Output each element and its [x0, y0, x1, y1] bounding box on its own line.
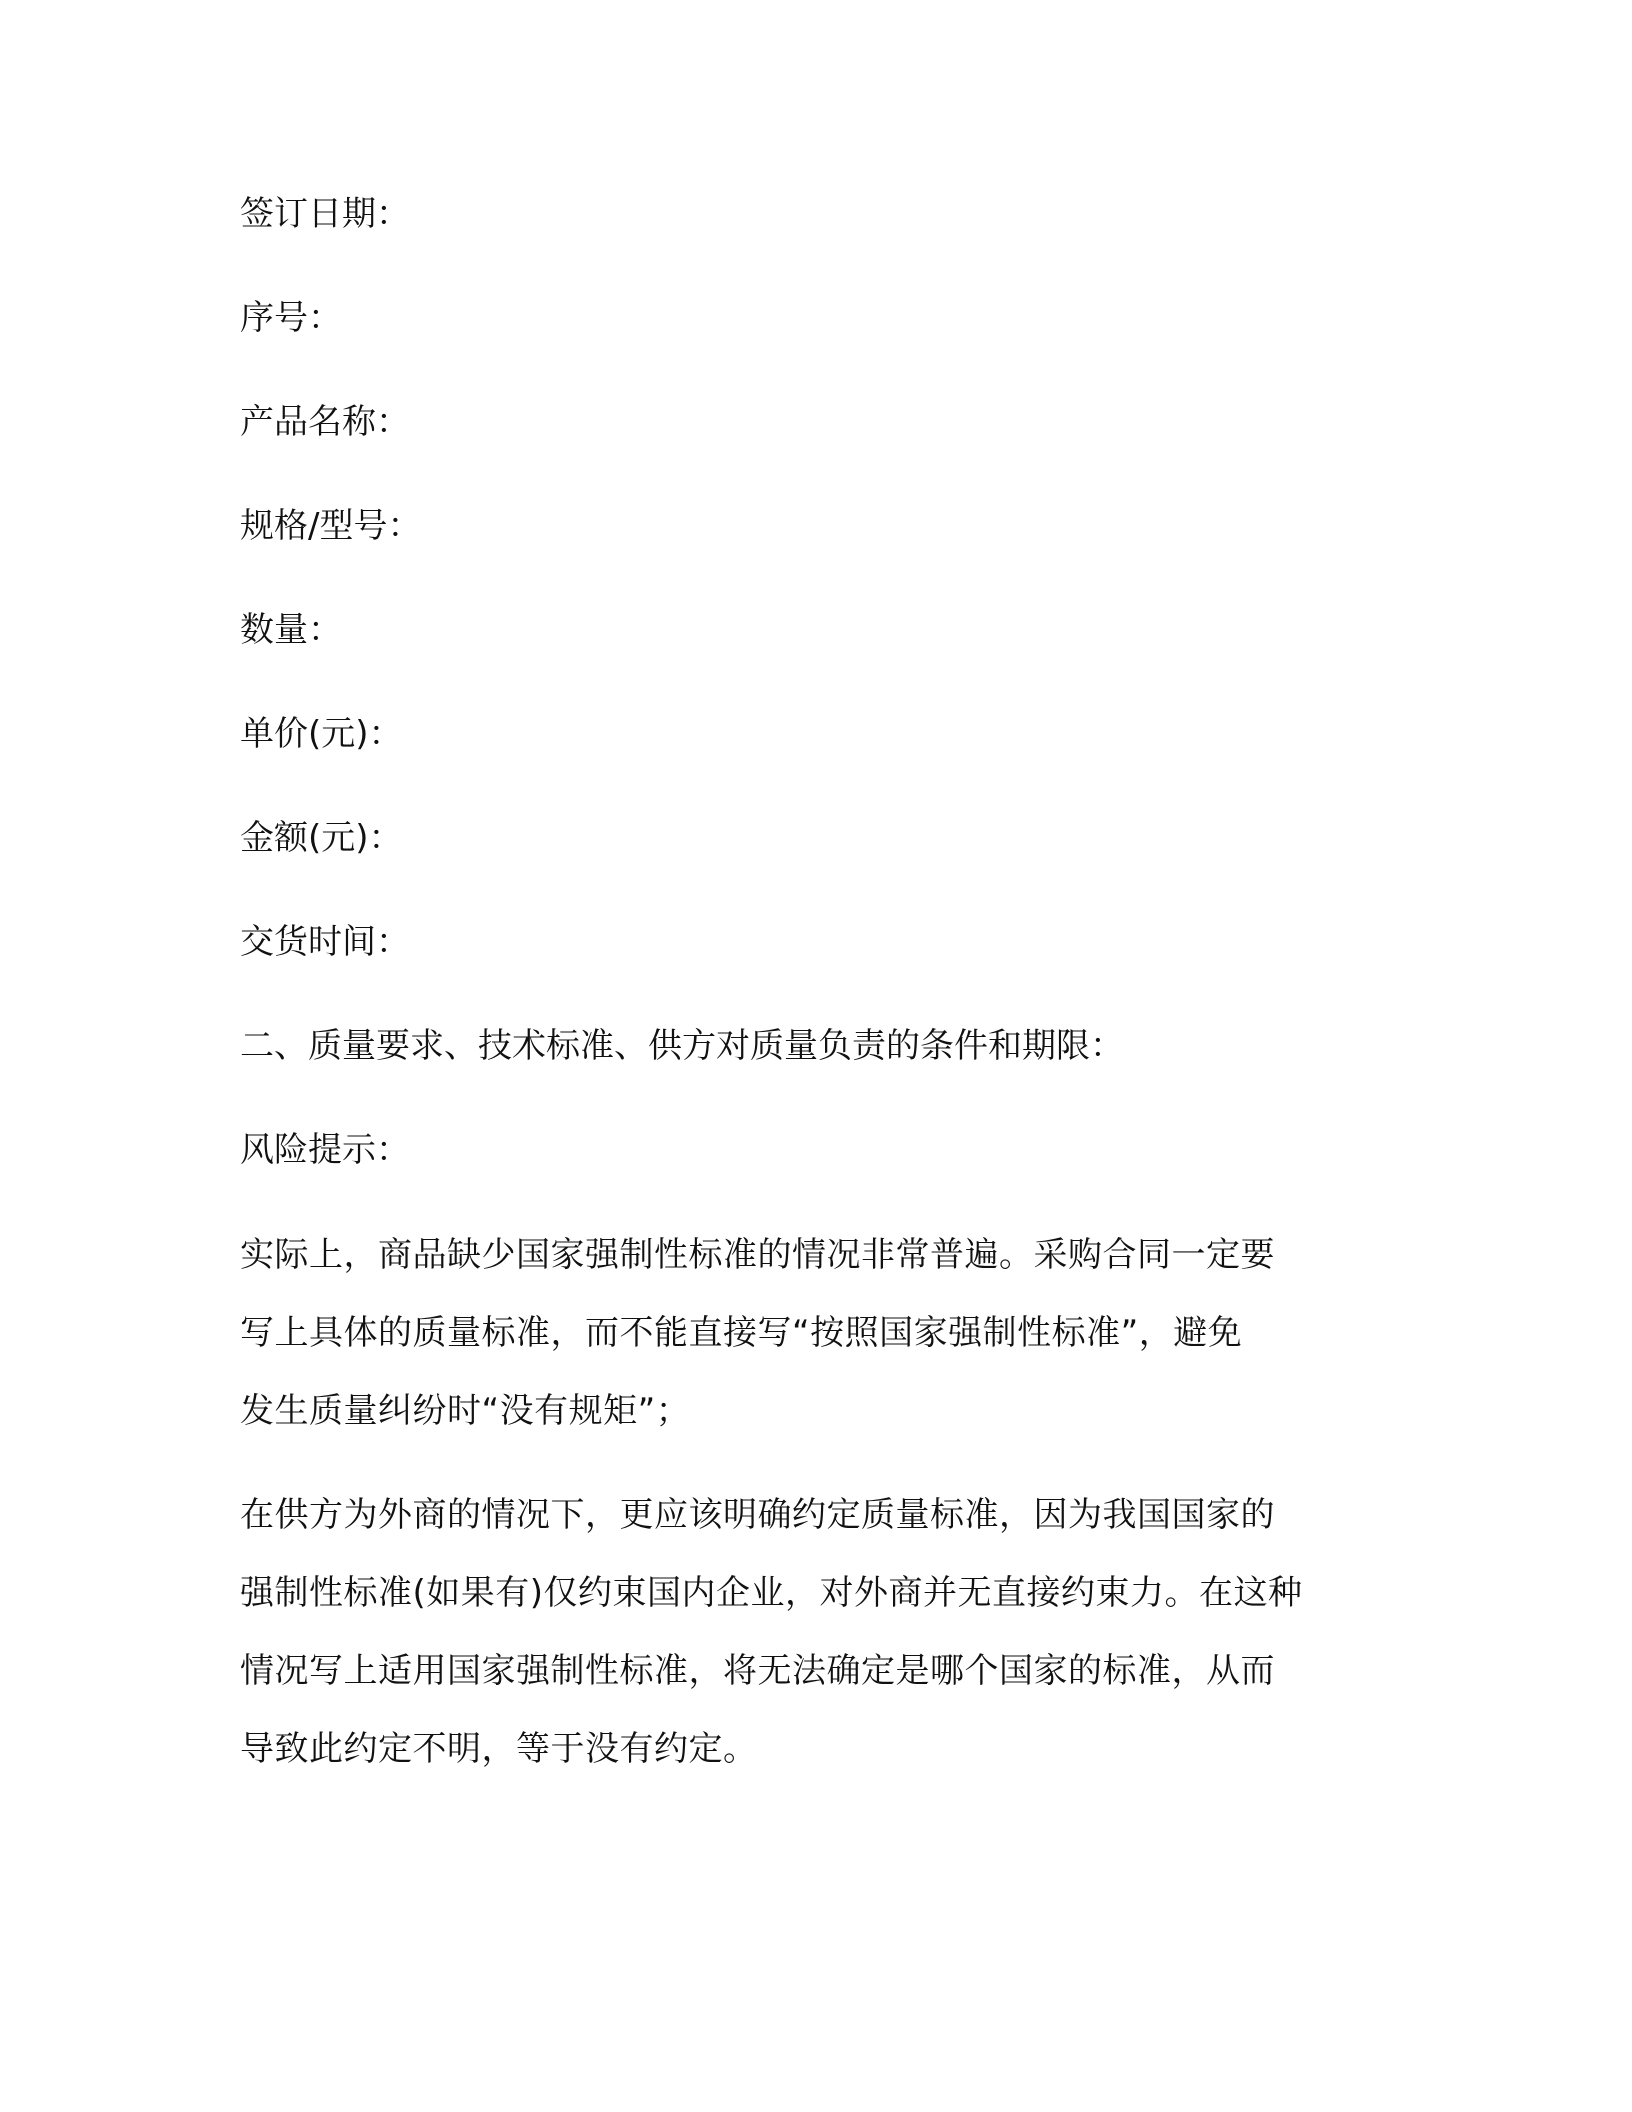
paragraph-line: 在供方为外商的情况下，更应该明确约定质量标准，因为我国国家的	[240, 1495, 1275, 1535]
field-amount: 金额(元)：	[240, 818, 403, 858]
section-heading: 二、质量要求、技术标准、供方对质量负责的条件和期限：	[240, 1026, 1124, 1066]
document-body	[240, 190, 1400, 1828]
field-delivery-time: 交货时间：	[240, 922, 410, 962]
paragraph-line: 情况写上适用国家强制性标准，将无法确定是哪个国家的标准，从而	[240, 1651, 1275, 1691]
paragraph-line: 写上具体的质量标准，而不能直接写“按照国家强制性标准”，避免	[240, 1313, 1243, 1353]
field-unit-price: 单价(元)：	[240, 714, 403, 754]
field-spec-model: 规格/型号：	[240, 506, 422, 546]
field-serial-number: 序号：	[240, 298, 342, 338]
paragraph-1	[240, 1216, 1400, 1450]
paragraph-line: 强制性标准(如果有)仅约束国内企业，对外商并无直接约束力。在这种	[240, 1573, 1303, 1613]
paragraph-2	[240, 1476, 1400, 1788]
risk-label: 风险提示：	[240, 1130, 410, 1170]
paragraph-line: 导致此约定不明，等于没有约定。	[240, 1729, 758, 1769]
field-product-name: 产品名称：	[240, 402, 410, 442]
paragraph-line: 实际上，商品缺少国家强制性标准的情况非常普遍。采购合同一定要	[240, 1235, 1275, 1275]
field-signing-date: 签订日期：	[240, 194, 410, 234]
field-quantity: 数量：	[240, 610, 342, 650]
paragraph-line: 发生质量纠纷时“没有规矩”；	[240, 1391, 691, 1431]
